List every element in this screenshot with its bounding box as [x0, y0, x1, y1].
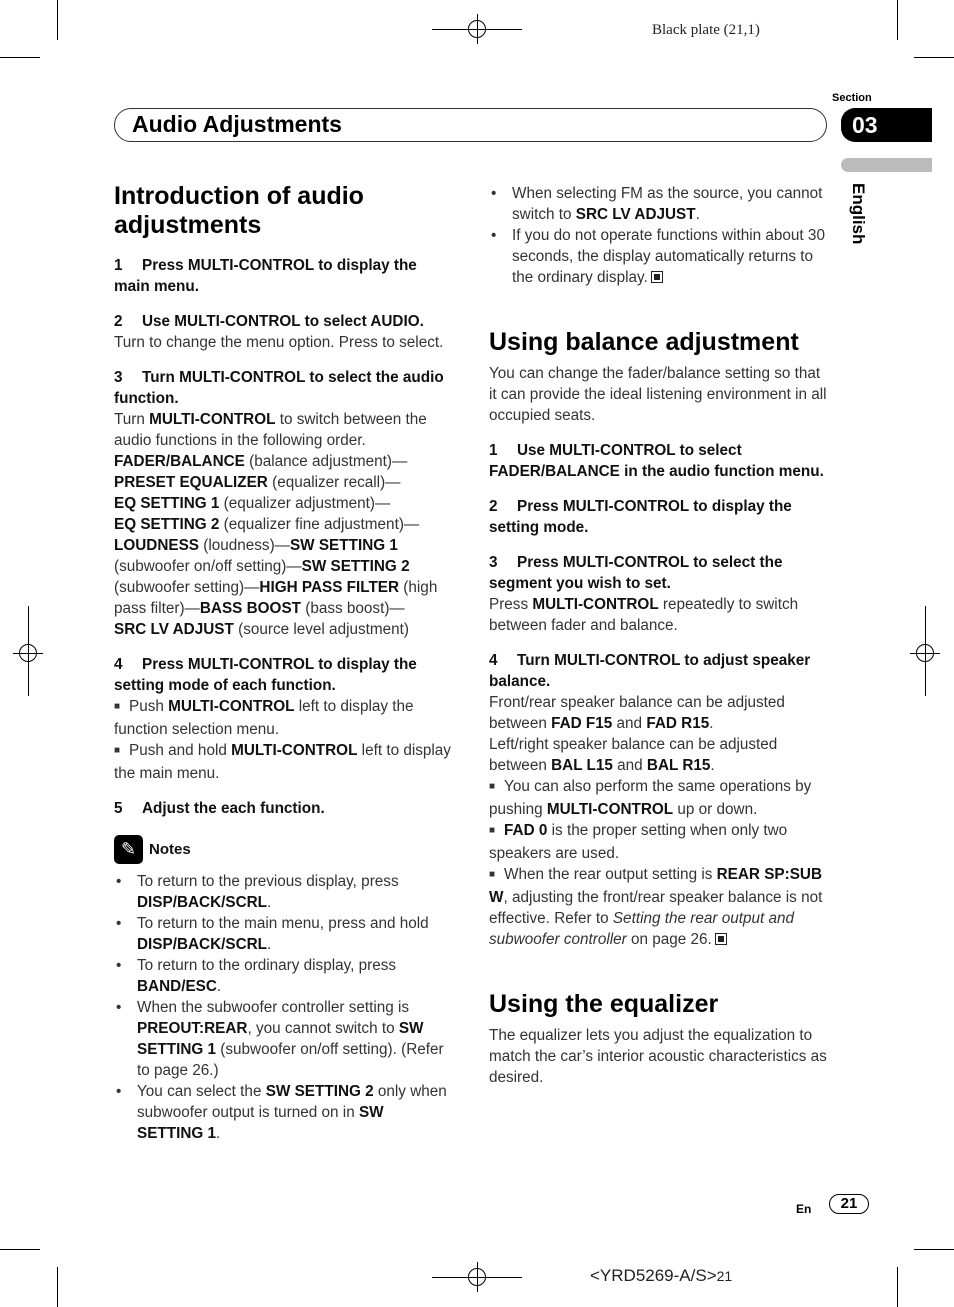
- step-5: 5 Adjust the each function.: [114, 800, 325, 817]
- note-item: • When selecting FM as the source, you cannot switch to SRC LV ADJUST.: [491, 185, 823, 223]
- crop-mark: [897, 0, 898, 40]
- note-item: • You can select the SW SETTING 2 only when subwoofer output is turned on in SW SETTING 1.: [116, 1083, 447, 1142]
- right-column: [489, 183, 831, 1088]
- balance-heading: Using balance adjustment: [489, 328, 799, 356]
- step-2: 2 Press MULTI-CONTROL to display the setting mode.: [489, 498, 792, 536]
- section-number: 03: [841, 108, 932, 142]
- balance-intro: You can change the fader/balance setting so that it can provide the ideal listening environment in all occupied seats.: [489, 365, 827, 424]
- notes-label: Notes: [149, 840, 191, 858]
- left-column: [114, 182, 454, 1144]
- step-3: 3 Turn MULTI-CONTROL to select the audio function.: [114, 369, 444, 407]
- step-4-bullet: ■ Push and hold MULTI-CONTROL left to display the main menu.: [114, 742, 451, 782]
- plate-label: Black plate (21,1): [652, 22, 760, 38]
- step-4-bullet: ■ Push MULTI-CONTROL left to display the function selection menu.: [114, 698, 414, 738]
- step-4-bullet: ■ FAD 0 is the proper setting when only two speakers are used.: [489, 822, 788, 862]
- step-4-body: Front/rear speaker balance can be adjusted between FAD F15 and FAD R15. Left/right speaker balance can be adjusted between BAL L15 and BAL R15.: [489, 694, 785, 774]
- step-1: 1 Press MULTI-CONTROL to display the main menu.: [114, 257, 417, 295]
- note-item: • To return to the main menu, press and hold DISP/BACK/SCRL.: [116, 915, 429, 953]
- section-banner: [114, 108, 827, 142]
- note-item: • If you do not operate functions within about 30 seconds, the display automatically returns to the ordinary display.: [491, 227, 825, 286]
- language-tab: English: [849, 183, 868, 245]
- step-3-body: Press MULTI-CONTROL repeatedly to switch between fader and balance.: [489, 596, 799, 634]
- registration-mark: [910, 638, 940, 668]
- note-item: • When the subwoofer controller setting is PREOUT:REAR, you cannot switch to SW SETTING 1 (subwoofer on/off setting). (Refer to page 26.): [116, 999, 444, 1079]
- crop-mark: [914, 57, 954, 58]
- notes-header: [114, 833, 454, 865]
- model-code: <YRD5269-A/S>21: [590, 1266, 733, 1285]
- section-label: Section: [832, 92, 872, 104]
- note-item: • To return to the previous display, press DISP/BACK/SCRL.: [116, 873, 399, 911]
- crop-mark: [0, 1249, 40, 1250]
- step-4-bullet: ■ You can also perform the same operations by pushing MULTI-CONTROL up or down.: [489, 778, 812, 818]
- end-mark-icon: [715, 933, 727, 945]
- step-4: 4 Press MULTI-CONTROL to display the setting mode of each function.: [114, 656, 417, 694]
- step-3-body: Turn MULTI-CONTROL to switch between the audio functions in the following order. FADER/BALANCE (balance adjustment)— PRESET EQUALIZER (equalizer recall)— EQ SETTING 1 (equalizer adjustment)— EQ SETTING 2 (equalizer fine adjustment)— LOUDNESS (loudness)—SW SETTING 1 (subwoofer on/off setting)—SW SETTING 2 (subwoofer setting)—HIGH PASS FILTER (high pass filter)—BASS BOOST (bass boost)— SRC LV ADJUST (source level adjustment): [114, 411, 438, 638]
- crop-mark: [897, 1267, 898, 1307]
- registration-mark: [462, 1262, 492, 1292]
- registration-mark: [462, 14, 492, 44]
- page-number: 21: [829, 1194, 869, 1214]
- note-item: • To return to the ordinary display, press BAND/ESC.: [116, 957, 397, 995]
- equalizer-intro: The equalizer lets you adjust the equalization to match the car’s interior acoustic characteristics as desired.: [489, 1027, 827, 1086]
- step-3: 3 Press MULTI-CONTROL to select the segment you wish to set.: [489, 554, 783, 592]
- end-mark-icon: [651, 271, 663, 283]
- step-4: 4 Turn MULTI-CONTROL to adjust speaker balance.: [489, 652, 811, 690]
- pencil-icon: ✎: [114, 835, 143, 864]
- language-code: En: [796, 1202, 812, 1216]
- language-tab-bar: [841, 158, 932, 172]
- equalizer-heading: Using the equalizer: [489, 990, 719, 1018]
- step-1: 1 Use MULTI-CONTROL to select FADER/BALANCE in the audio function menu.: [489, 442, 824, 480]
- step-4-bullet: ■ When the rear output setting is REAR SP:SUB W, adjusting the front/rear speaker balance is not effective. Refer to Setting the rear output and subwoofer controller on page 26.: [489, 866, 823, 948]
- crop-mark: [57, 0, 58, 40]
- registration-mark: [13, 638, 43, 668]
- crop-mark: [57, 1267, 58, 1307]
- step-2-body: Turn to change the menu option. Press to select.: [114, 334, 444, 351]
- banner-title: Audio Adjustments: [132, 111, 342, 137]
- crop-mark: [914, 1249, 954, 1250]
- step-2: 2 Use MULTI-CONTROL to select AUDIO.: [114, 313, 424, 330]
- crop-mark: [0, 57, 40, 58]
- intro-heading: Introduction of audio adjustments: [114, 182, 364, 239]
